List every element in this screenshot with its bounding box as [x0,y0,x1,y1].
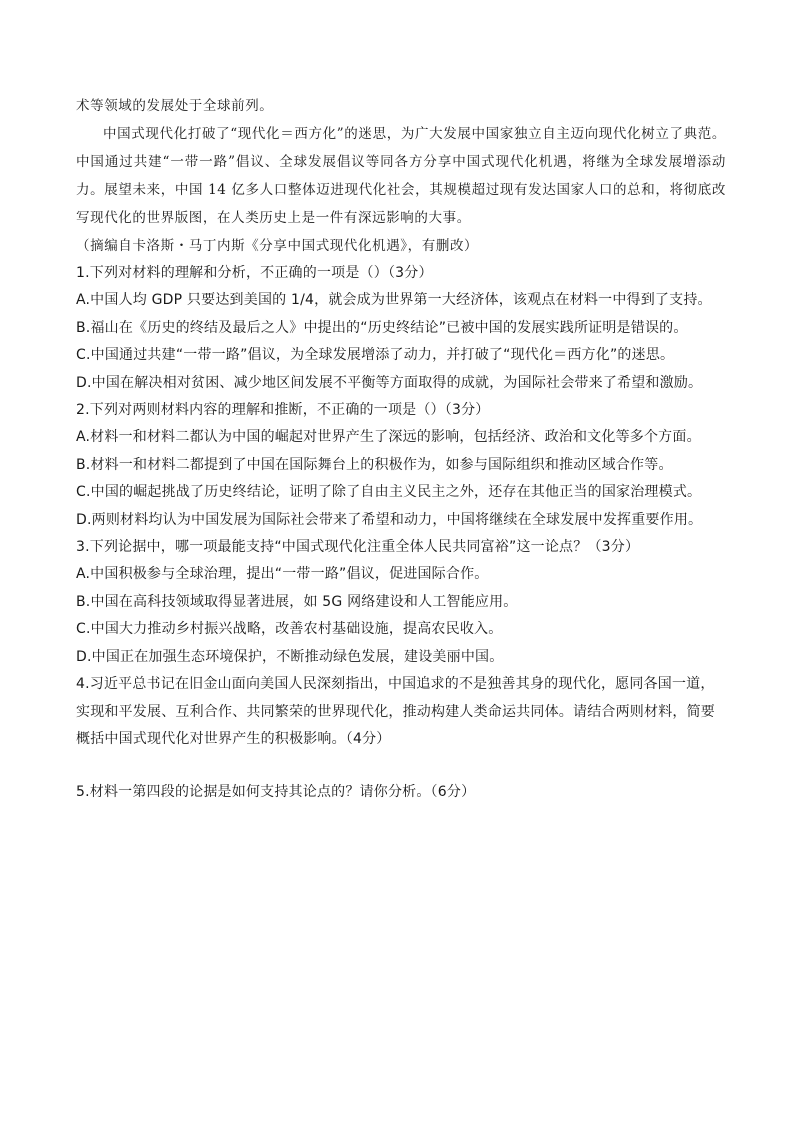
exam-page [76,92,726,807]
question-stem: 2.下列对两则材料内容的理解和推断，不正确的一项是（）（3分） [76,402,490,419]
reading-passage [76,92,726,260]
option-c: C.中国通过共建“一带一路”倡议，为全球发展增添了动力，并打破了“现代化＝西方化”的迷思。 [76,347,675,364]
option-b: B.材料一和材料二都提到了中国在国际舞台上的积极作为，如参与国际组织和推动区域合作等。 [76,456,673,473]
option-b: B.中国在高科技领域取得显著进展，如 5G 网络建设和人工智能应用。 [76,593,518,610]
option-a: A.中国积极参与全球治理，提出“一带一路”倡议，促进国际合作。 [76,566,489,583]
option-d: D.中国在解决相对贫困、减少地区间发展不平衡等方面取得的成就，为国际社会带来了希望和激励。 [76,374,703,391]
question-4 [76,671,726,753]
question-stem: 4.习近平总书记在旧金山面向美国人民深刻指出，中国追求的不是独善其身的现代化，愿同各国一道，实现和平发展、互利合作、共同繁荣的世界现代化，推动构建人类命运共同体。请结合两则材料，简要概括中国式现代化对世界产生的积极影响。（4分） [76,676,715,747]
question-stem: 1.下列对材料的理解和分析，不正确的一项是（）（3分） [76,265,433,281]
option-c: C.中国的崛起挑战了历史终结论，证明了除了自由主义民主之外，还存在其他正当的国家治理模式。 [76,484,702,501]
question-stem: 5.材料一第四段的论据是如何支持其论点的？请你分析。（6分） [76,784,476,801]
question-stem: 3.下列论据中，哪一项最能支持“中国式现代化注重全体人民共同富裕”这一论点？（3分） [76,539,640,556]
option-c: C.中国大力推动乡村振兴战略，改善农村基础设施，提高农民收入。 [76,621,503,638]
question-2 [76,397,726,534]
option-a: A.材料一和材料二都认为中国的崛起对世界产生了深远的影响，包括经济、政治和文化等多个方面。 [76,429,701,446]
passage-paragraph-continued: 术等领域的发展处于全球前列。 [76,98,274,114]
passage-source: （摘编自卡洛斯・马丁内斯《分享中国式现代化机遇》，有删改） [76,238,479,254]
question-list [76,260,726,807]
question-1 [76,260,726,397]
option-a: A.中国人均 GDP 只要达到美国的 1/4，就会成为世界第一大经济体，该观点在材料一中得到了支持。 [76,292,712,309]
question-5 [76,779,726,806]
option-d: D.两则材料均认为中国发展为国际社会带来了希望和动力，中国将继续在全球发展中发挥重要作用。 [76,511,703,528]
question-3 [76,534,726,671]
option-b: B.福山在《历史的终结及最后之人》中提出的“历史终结论”已被中国的发展实践所证明是错误的。 [76,319,688,336]
passage-paragraph: 中国式现代化打破了“现代化＝西方化”的迷思，为广大发展中国家独立自主迈向现代化树立了典范。中国通过共建“一带一路”倡议、全球发展倡议等同各方分享中国式现代化机遇，将继为全球发展增添动力。展望未来，中国 14 亿多人口整体迈进现代化社会，其规模超过现有发达国家人口的总和，将彻底改写现代化的世界版图，在人类历史上是一件有深远影响的大事。 [76,126,726,226]
option-d: D.中国正在加强生态环境保护，不断推动绿色发展，建设美丽中国。 [76,648,504,665]
